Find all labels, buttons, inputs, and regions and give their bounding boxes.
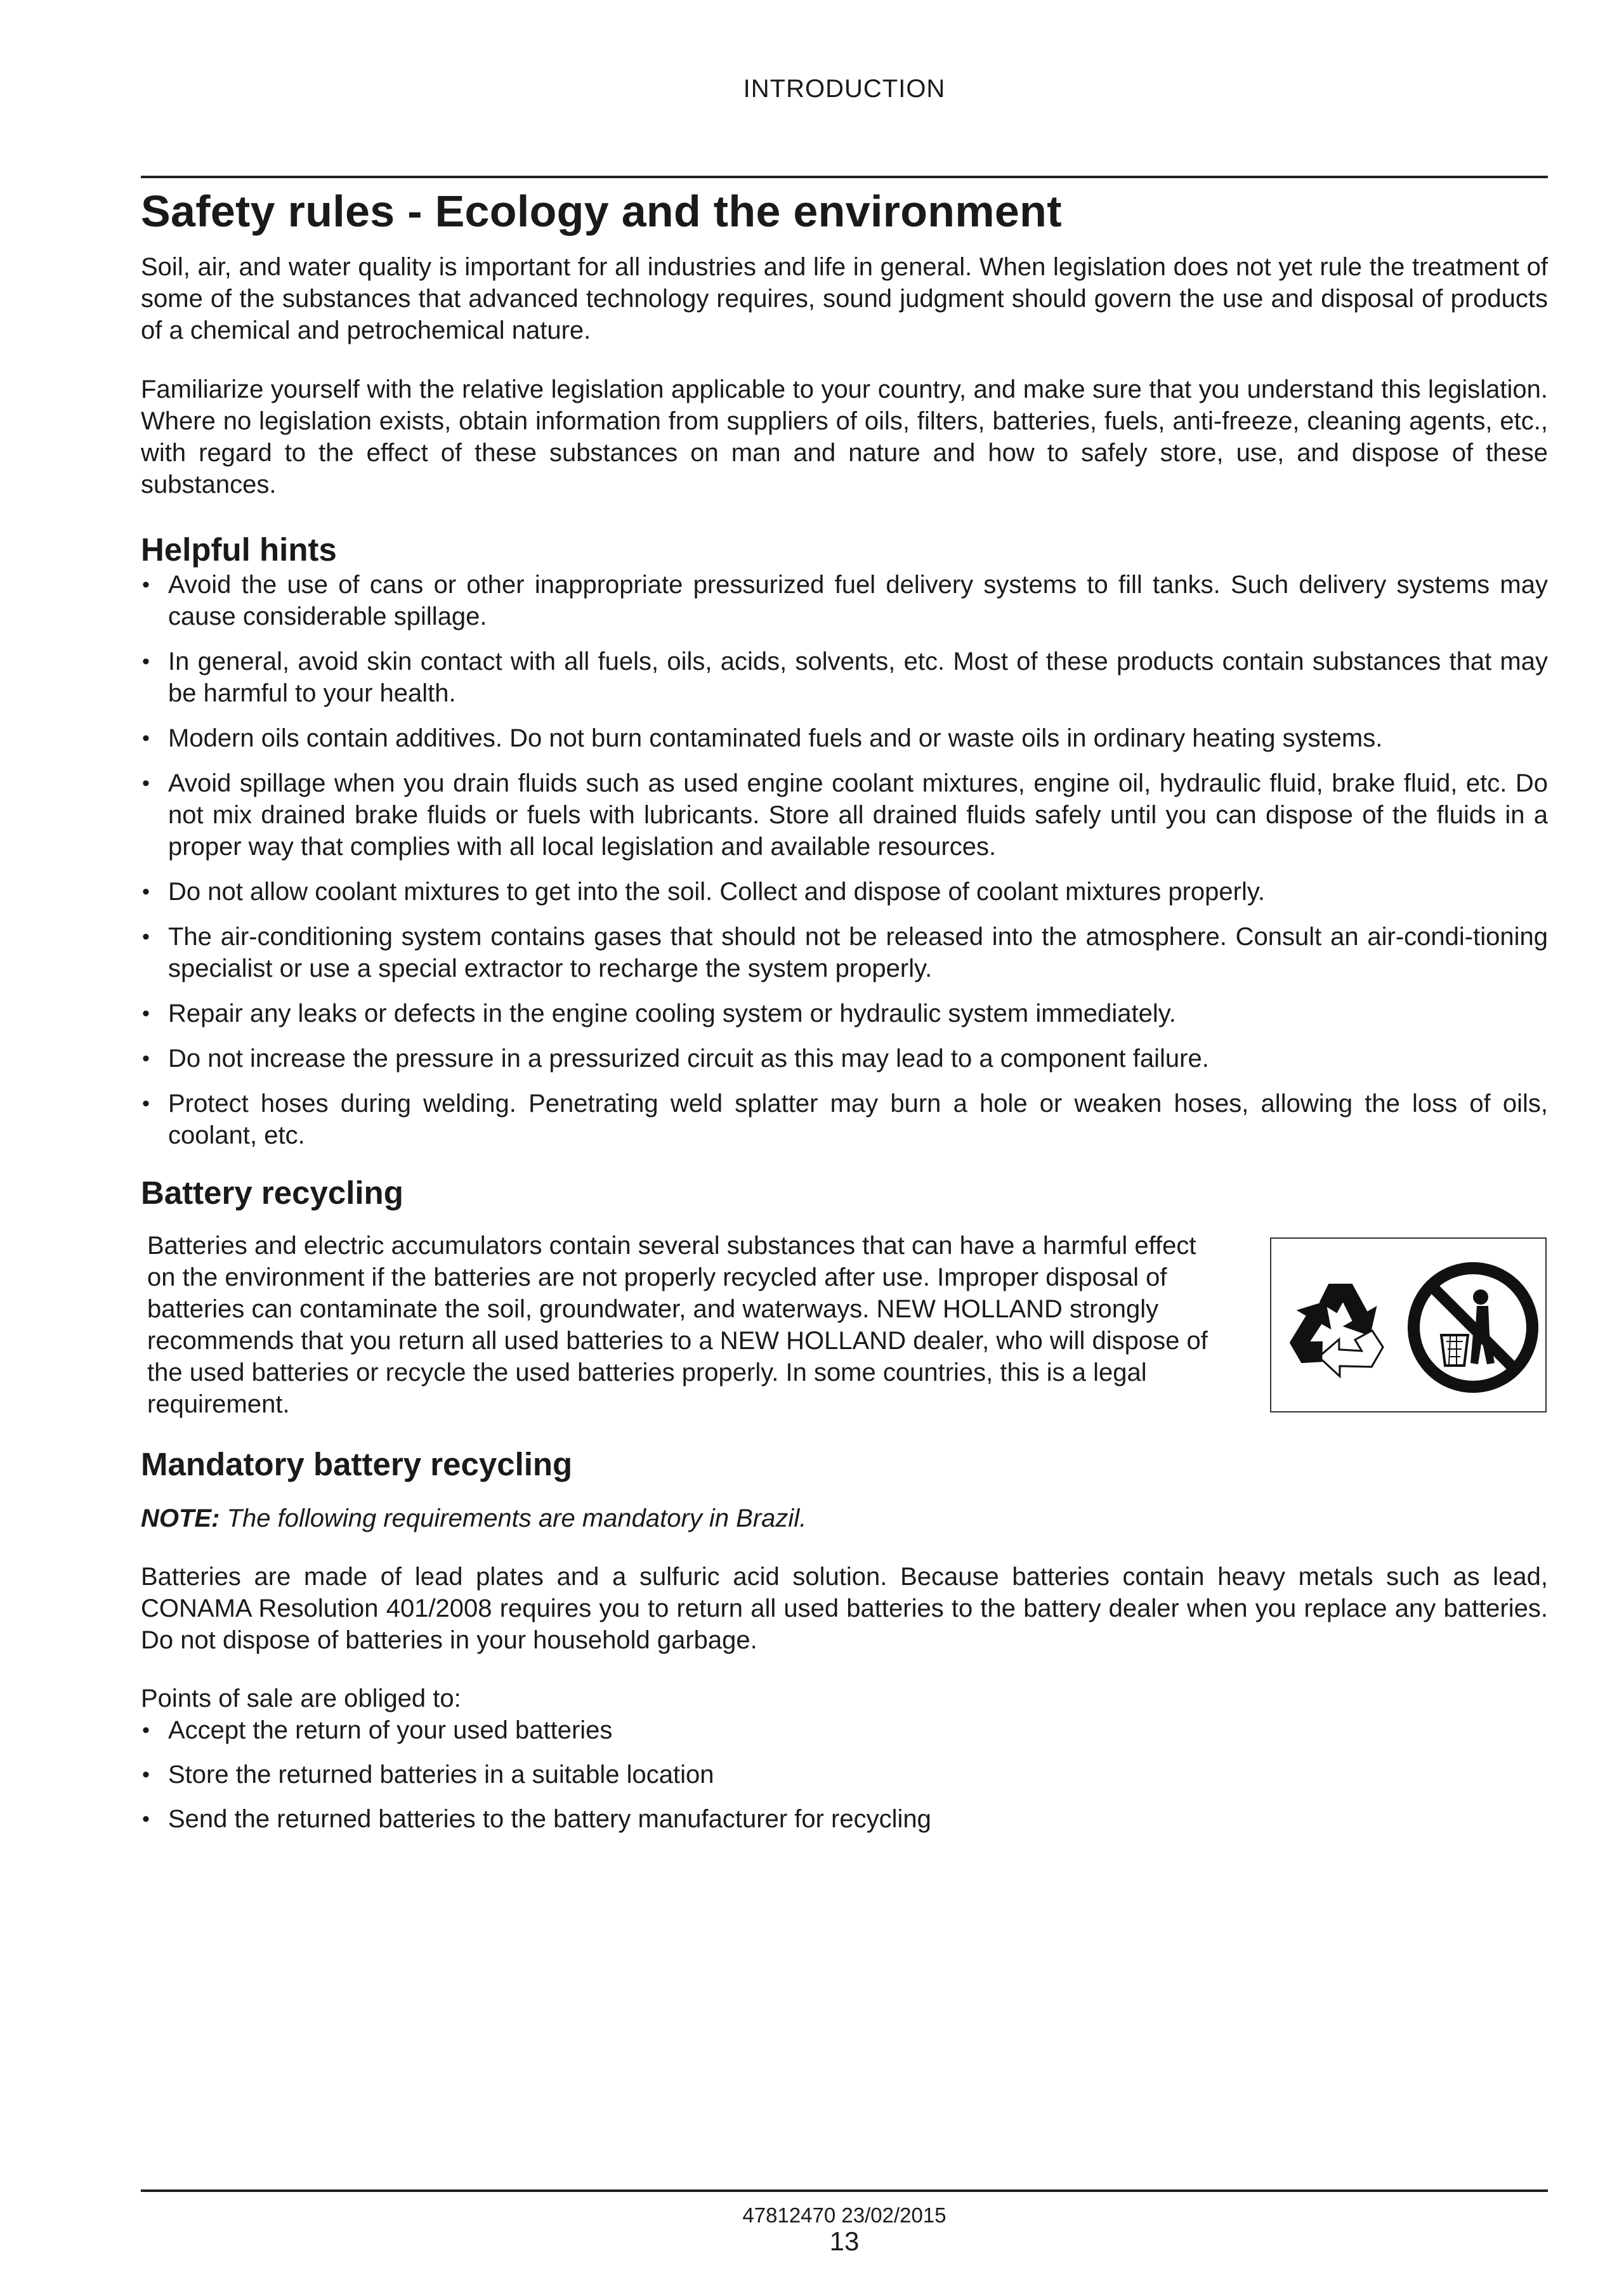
list-item: • Avoid the use of cans or other inappropriate pressurized fuel delivery systems to fill tanks. Such delivery systems may cause considerable spillage.	[141, 569, 1548, 632]
list-item: • The air-conditioning system contains gases that should not be released into the atmosphere. Consult an air-condi-tioning specialist or use a special extractor to recharge the system properly.	[141, 921, 1548, 984]
helpful-hints-list	[141, 569, 1548, 1151]
document-page	[141, 0, 1548, 2296]
bullet-icon: •	[142, 1763, 150, 1787]
list-item: • Do not increase the pressure in a pressurized circuit as this may lead to a component failure.	[141, 1043, 1548, 1074]
list-item: • Send the returned batteries to the battery manufacturer for recycling	[141, 1803, 1548, 1835]
mandatory-recycling-heading: Mandatory battery recycling	[141, 1446, 573, 1482]
note-label: NOTE:	[141, 1504, 220, 1532]
bullet-icon: •	[142, 573, 150, 597]
battery-recycling-block	[141, 1230, 1548, 1418]
points-of-sale-list	[141, 1714, 1548, 1835]
battery-recycling-heading: Battery recycling	[141, 1175, 403, 1211]
intro-paragraph-2: Familiarize yourself with the relative legislation applicable to your country, and make sure that you understand this legislation. Where no legislation exists, obtain information from suppliers of oils, filters, batteries, fuels, anti-freeze, cleaning agents, etc., with regard to the effect of these substances on man and nature and how to safely store, use, and dispose of these substances.	[141, 375, 1548, 499]
page-content	[141, 183, 1548, 1848]
bullet-icon: •	[142, 1047, 150, 1071]
intro-paragraph-1: Soil, air, and water quality is important for all industries and life in general. When legislation does not yet rule the treatment of some of the substances that advanced technology requires, sound judgment should govern the use and disposal of products of a chemical and petrochemical nature.	[141, 253, 1548, 344]
bullet-icon: •	[142, 726, 150, 750]
bullet-icon: •	[142, 1092, 150, 1116]
list-item: • Protect hoses during welding. Penetrating weld splatter may burn a hole or weaken hoses, allowing the loss of oils, coolant, etc.	[141, 1088, 1548, 1151]
battery-figure-svg	[1271, 1239, 1545, 1411]
note-paragraph	[141, 1503, 1548, 1534]
page-title: Safety rules - Ecology and the environment	[141, 186, 1062, 236]
mandatory-paragraph: Batteries are made of lead plates and a sulfuric acid solution. Because batteries contain heavy metals such as lead, CONAMA Resolution 401/2008 requires you to return all used batteries to the battery dealer when you replace any batteries. Do not dispose of batteries in your household garbage.	[141, 1563, 1548, 1654]
battery-recycling-text: Batteries and electric accumulators contain several substances that can have a harmful effect on the environment if the batteries are not properly recycled after use. Improper disposal of batteries can contaminate the soil, groundwater, and waterways. NEW HOLLAND strongly recommends that you return all used batteries to a NEW HOLLAND dealer, who will dispose of the used batteries or recycle the used batteries properly. In some countries, this is a legal requirement.	[147, 1232, 1208, 1418]
battery-recycling-figure	[1270, 1237, 1547, 1412]
running-header: INTRODUCTION	[743, 75, 946, 103]
list-item: • Store the returned batteries in a suitable location	[141, 1759, 1548, 1790]
note-text: The following requirements are mandatory in Brazil.	[226, 1504, 807, 1532]
document-code: 47812470 23/02/2015	[742, 2203, 946, 2227]
recycle-icon	[1278, 1284, 1387, 1388]
bullet-icon: •	[142, 771, 150, 795]
list-item: • Repair any leaks or defects in the engine cooling system or hydraulic system immediately.	[141, 998, 1548, 1029]
header-rule	[141, 176, 1548, 178]
bullet-icon: •	[142, 1718, 150, 1742]
page-number: 13	[829, 2226, 860, 2256]
bullet-icon: •	[142, 1807, 150, 1831]
bullet-icon: •	[142, 880, 150, 904]
list-item: • In general, avoid skin contact with all fuels, oils, acids, solvents, etc. Most of these products contain substances that may be harmful to your health.	[141, 646, 1548, 709]
helpful-hints-heading: Helpful hints	[141, 532, 337, 568]
bullet-icon: •	[142, 925, 150, 949]
bullet-icon: •	[142, 1001, 150, 1026]
list-item: • Modern oils contain additives. Do not burn contaminated fuels and or waste oils in ordinary heating systems.	[141, 722, 1548, 754]
list-item: • Accept the return of your used batteries	[141, 1714, 1548, 1746]
bullet-icon: •	[142, 649, 150, 674]
no-trash-disposal-icon	[1408, 1262, 1538, 1393]
list-item: • Do not allow coolant mixtures to get into the soil. Collect and dispose of coolant mixtures properly.	[141, 876, 1548, 908]
footer-rule	[141, 2189, 1548, 2192]
points-of-sale-intro: Points of sale are obliged to:	[141, 1685, 461, 1712]
list-item: • Avoid spillage when you drain fluids such as used engine coolant mixtures, engine oil, hydraulic fluid, brake fluid, etc. Do not mix drained brake fluids or fuels with lubricants. Store all drained fluids safely until you can dispose of the fluids in a proper way that complies with all local legislation and available resources.	[141, 767, 1548, 863]
